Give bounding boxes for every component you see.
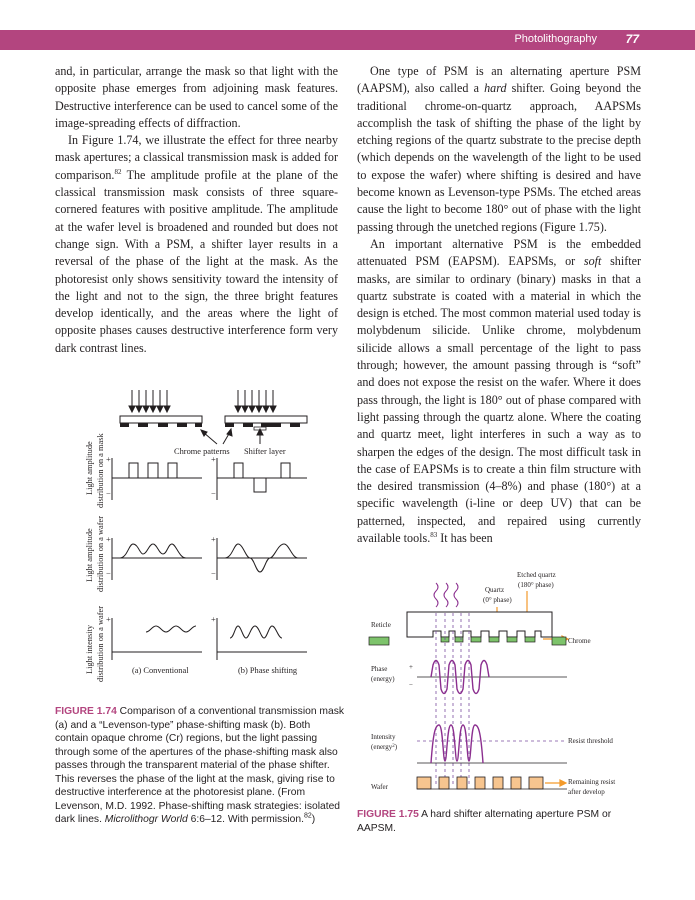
wafer-intensity-phase <box>217 618 307 660</box>
label-phase-energy: (energy) <box>371 675 395 683</box>
left-p2-text-b: The amplitude profile at the plane of the classical transmission mask consists of three square-cornered features with positive amplitude. The amplitude at the wafer level is broadened and rounded but does not change sign. With a PSM, a shifter layer results in a reversal of the phase of the light at the mask. As the photoresist only shows sensitivity toward the intensity of the light and not to the sign, the three bright features develop identically, and the areas where the light of opposite phases causes destructive interference form very dark contrast lines. <box>55 167 338 355</box>
wavy-light-icon <box>434 583 458 607</box>
right-p1-text-a: One type of PSM is an alternating aperture PSM (AAPSM), also called a <box>357 64 641 96</box>
label-wafer: Wafer <box>371 783 388 791</box>
minus-sign: − <box>106 569 111 578</box>
plus-sign: + <box>106 535 111 544</box>
left-column <box>55 63 338 357</box>
right-paragraph-2 <box>357 236 641 547</box>
conventional-mask <box>120 416 202 427</box>
label-shifter-layer: Shifter layer <box>244 447 286 456</box>
caption-174-text-a: Comparison of a conventional transmission mask (a) and a “Levenson-type” phase-shifting mask (b). Both contain opaque chrome (Cr) regions, but the light passing through some of the apertures of the phase-shifting mask also passes through the transparent material of the phase shifter. This reverses the phase of the light at the mask, giving rise to destructive interference at the photoresist plane. (From Levenson, M.D. 1992. Phase-shifting mask strategies: isolated dark lines. <box>55 706 345 825</box>
wafer-intensity-conventional <box>112 618 202 660</box>
right-p2-text-c: It has been <box>437 531 493 546</box>
label-etched-quartz: Etched quartz <box>517 571 556 579</box>
running-head-title: Photolithography <box>514 33 597 45</box>
figure-1-74-drawing <box>80 390 350 690</box>
left-p2-text-a: In Figure 1.74, we illustrate the effect for three nearby mask apertures; a classical transmission mask is added for comparison. <box>55 133 338 182</box>
label-quartz: Quartz <box>485 586 505 594</box>
left-paragraph-1: and, in particular, arrange the mask so that light with the opposite phase emerges from adjoining mask features. Destructive interference can be used to cancel some of the image-spreading effects of diffraction. <box>55 64 338 130</box>
label-intensity-energy-text: (energy <box>371 743 393 751</box>
figure-1-74-caption <box>55 705 345 827</box>
label-resist-threshold: Resist threshold <box>568 737 613 745</box>
right-p2-text-b: shifter masks, are similar to ordinary (binary) masks in that a quartz substrate is coated with a material in which the design is etched. The most common material used today is molybdenum silicide. Unlike chrome, molybdenum silicide allows a small percentage of the light to pass through; however, the amount passing through is “soft” and does not expose the resist on the wafer. Where it does pass through, the light is 180° out of phase compared with light passing through the quartz alone. Where the coating and quartz meet, light interferes in such a way as to sharpen the edges of the design. The most difficult task in the case of EAPSMs is to create a thin film structure with the desired transmission (4–8%) and phase (180°) at a specific wavelength (i-line or deep UV) that can be patterned, inspected, and repaired using currently available tools. <box>357 254 641 546</box>
wafer-amplitude-phase <box>217 538 307 580</box>
incident-light-arrows-phase <box>235 390 276 412</box>
minus-sign: − <box>211 489 216 498</box>
right-p2-text-a: An important alternative PSM is the embedded attenuated PSM (EAPSM). EAPSMs, or <box>357 236 641 269</box>
reference-82: 82 <box>114 167 122 176</box>
reticle <box>407 612 552 637</box>
label-chrome: Chrome <box>568 637 591 645</box>
figure-1-75-caption <box>357 808 647 835</box>
figure-1-74-label: FIGURE 1.74 <box>55 706 117 717</box>
plus-sign: + <box>106 615 111 624</box>
reference-83: 83 <box>430 530 438 539</box>
figure-1-74 <box>80 390 350 690</box>
right-p1-text-b: shifter. Going beyond the traditional chrome-on-quartz approach, AAPSMs accomplish the task of shifting the phase of the light by etching regions of the quartz substrate to the precise depth (which depends on the wavelength of the light to be used to expose the wafer) where shifting is desired and have become known as Levenson-type PSMs. The etched areas cause the light to become 180° out of phase with the light passing through the unetched regions (Figure 1.75). <box>357 81 641 234</box>
resist-callout-arrow <box>545 780 566 786</box>
right-p1-emphasis: hard <box>484 81 507 96</box>
label-phase: Phase <box>371 665 388 673</box>
figure-1-75 <box>357 565 657 805</box>
plus-sign: + <box>211 615 216 624</box>
mask-amplitude-phase <box>217 458 307 500</box>
label-phase-shifting: (b) Phase shifting <box>238 666 298 675</box>
axis-label-wafer-intensity <box>85 606 105 682</box>
axis-label-3a: Light intensity <box>85 624 94 674</box>
axis-label-2a: Light amplitude <box>85 528 94 582</box>
caption-174-reference: 82 <box>303 812 312 820</box>
axis-label-wafer-amplitude <box>85 516 105 592</box>
plus-sign: + <box>211 535 216 544</box>
axis-label-mask-amplitude <box>85 433 105 508</box>
caption-175-text: A hard shifter alternating aperture PSM or AAPSM. <box>357 809 612 834</box>
label-chrome-patterns: Chrome patterns <box>174 447 230 456</box>
incident-light-arrows-conventional <box>129 390 170 412</box>
label-after-develop: after develop <box>568 788 605 796</box>
minus-sign: − <box>409 681 413 689</box>
intensity-wave <box>431 725 483 763</box>
caption-174-text-b: 6:6–12. With permission. <box>187 814 304 825</box>
right-p2-emphasis: soft <box>583 254 602 269</box>
minus-sign: − <box>106 489 111 498</box>
label-quartz-phase: (0° phase) <box>483 596 512 604</box>
right-column <box>357 63 641 547</box>
caption-174-journal: Microlithogr World <box>104 814 188 825</box>
label-remaining-resist: Remaining resist <box>568 778 616 786</box>
axis-label-2b: distribution on a wafer <box>96 515 105 592</box>
wafer-amplitude-conventional <box>112 538 202 580</box>
label-intensity: Intensity <box>371 733 396 741</box>
plus-sign: + <box>409 663 413 671</box>
label-intensity-superscript: 2 <box>392 743 395 749</box>
running-header <box>0 30 695 50</box>
label-intensity-energy <box>371 743 398 751</box>
phase-shifting-mask <box>225 416 307 430</box>
label-intensity-close: ) <box>394 743 398 751</box>
callout-arrows <box>201 429 263 444</box>
figure-1-75-drawing <box>357 565 657 805</box>
mask-amplitude-conventional <box>112 458 202 500</box>
caption-174-text-c: ) <box>311 814 316 825</box>
axis-label-3b: distribution on a wafer <box>96 605 105 682</box>
chrome-patterns <box>369 637 566 645</box>
label-etched-phase: (180° phase) <box>518 581 554 589</box>
page-number: 77 <box>625 32 639 46</box>
figure-1-75-label: FIGURE 1.75 <box>357 809 419 820</box>
axis-label-1a: Light amplitude <box>85 441 94 495</box>
right-paragraph-1 <box>357 63 641 236</box>
plus-sign: + <box>106 455 111 464</box>
label-conventional: (a) Conventional <box>132 666 189 675</box>
minus-sign: − <box>211 569 216 578</box>
axis-label-1b: distribution on a mask <box>96 433 105 508</box>
label-reticle: Reticle <box>371 621 391 629</box>
left-paragraph-2 <box>55 132 338 357</box>
plus-sign: + <box>211 455 216 464</box>
